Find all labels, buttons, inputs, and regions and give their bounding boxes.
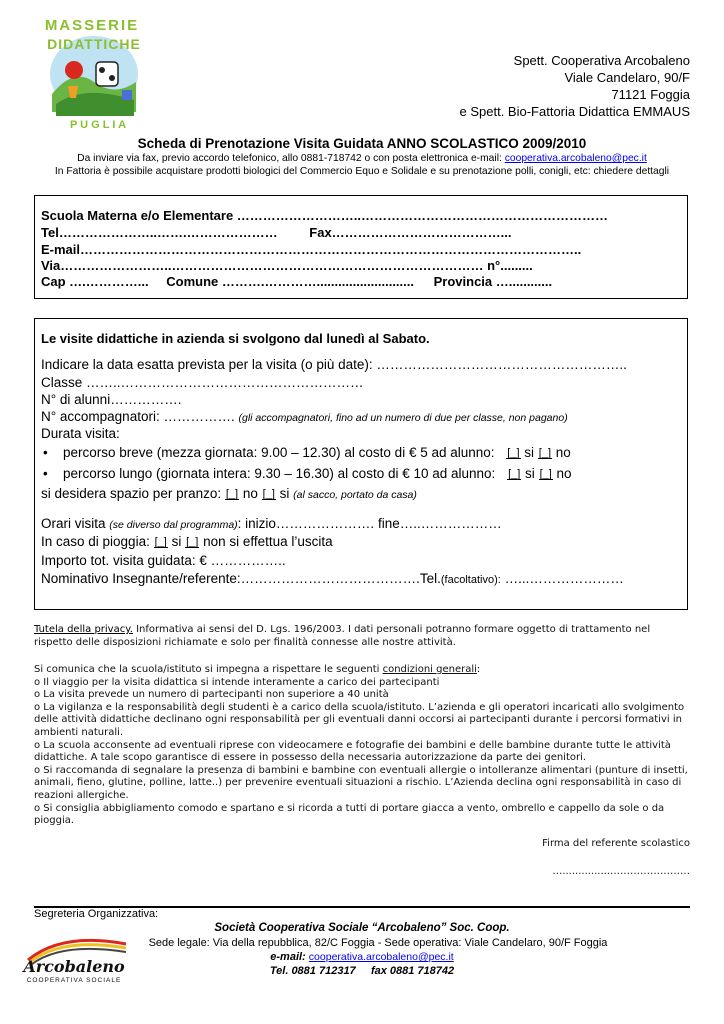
footer-email-link[interactable]: cooperativa.arcobaleno@pec.it bbox=[308, 951, 454, 963]
orari-row bbox=[41, 516, 502, 531]
si-label: si bbox=[275, 486, 294, 501]
tel-field[interactable]: Tel…………………..…….………………… bbox=[41, 225, 278, 240]
signature-label: Firma del referente scolastico bbox=[542, 838, 690, 849]
tel-fax-row bbox=[41, 225, 512, 240]
footer-sede: Sede legale: Via della repubblica, 82/C Foggia - Sede operativa: Viale Candelaro, 90/F Foggia bbox=[148, 937, 608, 949]
address-line-2: Viale Candelaro, 90/F bbox=[564, 70, 690, 85]
nominativo-field[interactable]: Nominativo Insegnante/referente:………………………………….Tel. bbox=[41, 571, 441, 586]
si-label: si bbox=[521, 466, 539, 481]
signature-line[interactable]: …...............…………………… bbox=[552, 866, 690, 877]
pranzo-no-checkbox[interactable]: [_] bbox=[225, 488, 239, 500]
pranzo-si-checkbox[interactable]: [_] bbox=[262, 488, 275, 500]
visit-info-box bbox=[34, 318, 688, 610]
conditions-section bbox=[34, 664, 690, 828]
footer-divider bbox=[34, 906, 690, 908]
no-label: no bbox=[552, 445, 571, 460]
condition-item: o La vigilanza e la responsabilità degli studenti è a carico della scuola/istituto. L’azienda e gli operatori incaricati allo svolgimento delle attività didattiche declinano ogni responsabilità per gli eventuali danni occorsi ai partecipanti durante i percorsi formativi in ambienti naturali. bbox=[34, 701, 685, 738]
lungo-si-checkbox[interactable]: [_] bbox=[508, 468, 521, 480]
percorso-breve-row bbox=[43, 445, 571, 460]
lungo-no-checkbox[interactable]: [_] bbox=[539, 468, 552, 480]
logo-word-puglia: P U G L I A bbox=[69, 119, 127, 131]
pranzo-row bbox=[41, 486, 417, 501]
orari-note: (se diverso dal programma) bbox=[109, 519, 238, 531]
visit-heading: Le visite didattiche in azienda si svolgono dal lunedì al Sabato. bbox=[41, 331, 430, 346]
footer-tel-fax: Tel. 0881 712317 fax 0881 718742 bbox=[269, 965, 455, 977]
percorso-lungo-row bbox=[43, 466, 572, 481]
visit-date-field[interactable]: Indicare la data esatta prevista per la visita (o più date): ……………………………………………….. bbox=[41, 357, 627, 372]
condition-item: o La visita prevede un numero di partecipanti non superiore a 40 unità bbox=[34, 689, 389, 701]
address-line-3: 71121 Foggia bbox=[611, 87, 690, 102]
no-label: no bbox=[239, 486, 258, 501]
form-title: Scheda di Prenotazione Visita Guidata ANNO SCOLASTICO 2009/2010 bbox=[137, 136, 587, 151]
percorso-lungo-label: percorso lungo (giornata intera: 9.30 – 16.30) al costo di € 10 ad alunno: bbox=[63, 466, 496, 481]
fax-field[interactable]: Fax…………………………………... bbox=[309, 225, 512, 240]
address-line-1: Spett. Cooperativa Arcobaleno bbox=[513, 53, 690, 68]
pioggia-no-checkbox[interactable]: [_] bbox=[186, 536, 199, 548]
email-field[interactable]: E-mail…………………………………………………………………………………………………….. bbox=[41, 242, 582, 257]
orari-label: Orari visita bbox=[41, 516, 106, 531]
logo-word-didattiche: DIDATTICHE bbox=[47, 36, 141, 52]
via-field[interactable]: Via……………………..……………………………………………………………… n°......... bbox=[41, 258, 533, 273]
recipient-address bbox=[460, 52, 690, 120]
privacy-notice bbox=[34, 624, 690, 649]
orari-fields[interactable]: : inizio…………………. fine…..……………… bbox=[237, 516, 502, 531]
comune-field[interactable]: Comune ……….…………........................... bbox=[166, 274, 414, 289]
conditions-intro-text: Si comunica che la scuola/istituto si impegna a rispettare le seguenti bbox=[34, 664, 383, 675]
condition-item: o Si consiglia abbigliamento comodo e spartano e si ricorda a tutti di portare giacca a vento, ombrello e cappello da sole o da pioggia. bbox=[34, 802, 665, 827]
privacy-heading: Tutela della privacy. bbox=[34, 624, 133, 635]
accompagnatori-note: (gli accompagnatori, fino ad un numero di due per classe, non pagano) bbox=[238, 412, 568, 424]
importo-field[interactable]: Importo tot. visita guidata: € …………….. bbox=[41, 553, 286, 568]
bullet-icon: • bbox=[43, 466, 48, 481]
pioggia-si-checkbox[interactable]: [_] bbox=[154, 536, 167, 548]
no-label: no bbox=[552, 466, 572, 481]
si-label: si bbox=[520, 445, 538, 460]
percorso-breve-label: percorso breve (mezza giornata: 9.00 – 12.30) al costo di € 5 ad alunno: bbox=[63, 445, 495, 460]
conditions-intro bbox=[34, 664, 690, 677]
tel-referente-field[interactable]: …...………………… bbox=[500, 571, 624, 586]
segreteria-label: Segreteria Organizzativa: bbox=[34, 908, 159, 920]
nominativo-row bbox=[41, 571, 624, 586]
masserie-didattiche-logo bbox=[34, 12, 154, 132]
logo-subtitle: COOPERATIVA SOCIALE bbox=[26, 977, 122, 984]
conditions-intro-highlight: condizioni generali bbox=[382, 664, 477, 675]
condition-item: o La scuola acconsente ad eventuali riprese con videocamere e fotografie dei bambini e delle bambine durante tutte le attività didattiche. A tale scopo garantisce di essere in possesso della necessaria autorizzazione da parte dei genitori. bbox=[34, 739, 671, 764]
footer-email-label: e-mail: bbox=[270, 951, 306, 963]
breve-si-checkbox[interactable]: [_] bbox=[507, 447, 520, 459]
condition-item: o Il viaggio per la visita didattica si intende interamente a carico dei partecipanti bbox=[34, 676, 440, 688]
address-line-4: e Spett. Bio-Fattoria Didattica EMMAUS bbox=[459, 104, 690, 119]
school-name-field[interactable]: Scuola Materna e/o Elementare ………………………..………………………………………………… bbox=[41, 208, 609, 223]
classe-field[interactable]: Classe ……..……………………………………………… bbox=[41, 375, 364, 390]
cap-field[interactable]: Cap ….…………... bbox=[41, 274, 149, 289]
email-link[interactable]: cooperativa.arcobaleno@pec.it bbox=[504, 153, 647, 164]
logo-name: Arcobaleno bbox=[23, 957, 125, 976]
accompagnatori-field[interactable]: N° accompagnatori: ……………. bbox=[41, 409, 235, 424]
subtitle-send bbox=[0, 153, 724, 164]
si-label: si bbox=[167, 534, 186, 549]
logo-word-masserie: MASSERIE bbox=[44, 17, 140, 34]
pranzo-note: (al sacco, portato da casa) bbox=[293, 489, 417, 501]
pioggia-no-label: non si effettua l’uscita bbox=[203, 534, 333, 549]
condition-item: o Si raccomanda di segnalare la presenza di bambini e bambine con eventuali allergie o intolleranze alimentari (punture di insetti, animali, fieno, glutine, polline, latte..) per prevenire eventuali situazioni a rischio. L’Azienda declina ogni responsabilità in caso di reazioni allergiche. bbox=[34, 764, 688, 801]
school-info-box bbox=[34, 195, 688, 299]
subtitle-send-text: Da inviare via fax, previo accordo telefonico, allo 0881-718742 o con posta elettronica e-mail: bbox=[77, 153, 505, 164]
breve-no-checkbox[interactable]: [_] bbox=[538, 447, 552, 459]
cap-comune-row bbox=[41, 274, 552, 289]
footer-org-name: Società Cooperativa Sociale “Arcobaleno” Soc. Coop. bbox=[214, 922, 510, 934]
bullet-icon: • bbox=[43, 445, 48, 460]
footer-email-row bbox=[0, 951, 724, 963]
alunni-field[interactable]: N° di alunni……………. bbox=[41, 392, 182, 407]
facoltativo-label: (facoltativo): bbox=[440, 574, 501, 586]
pranzo-label: si desidera spazio per pranzo: bbox=[41, 486, 222, 501]
provincia-field[interactable]: Provincia …............ bbox=[433, 274, 553, 289]
accompagnatori-row bbox=[41, 409, 568, 424]
pioggia-row bbox=[41, 534, 333, 549]
conditions-intro-colon: : bbox=[476, 664, 481, 675]
subtitle-products: In Fattoria è possibile acquistare prodotti biologici del Commercio Equo e Solidale e su prenotazione polli, conigli, etc: chiedere dettagli bbox=[54, 166, 670, 177]
durata-label: Durata visita: bbox=[41, 426, 120, 441]
pioggia-label: In caso di pioggia: bbox=[41, 534, 150, 549]
privacy-text: Informativa ai sensi del D. Lgs. 196/2003. I dati personali potranno formare oggetto di trattamento nel rispetto delle disposizioni richiamate e solo per finalità connesse alle nostre attività. bbox=[34, 624, 651, 648]
